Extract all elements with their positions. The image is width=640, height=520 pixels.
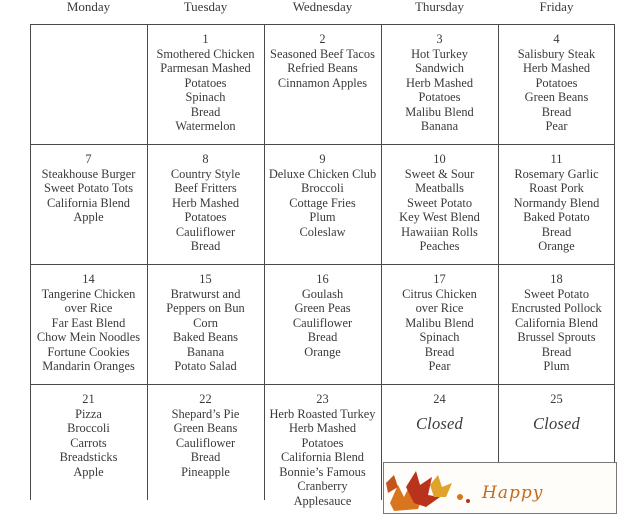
menu-item: Bonnie’s Famous xyxy=(279,464,366,479)
menu-item: Apple xyxy=(73,464,104,479)
menu-item: Cottage Fries xyxy=(289,195,356,210)
menu-cell xyxy=(147,144,264,264)
menu-item: Steakhouse Burger xyxy=(41,166,136,181)
menu-item: Breadsticks xyxy=(59,450,118,464)
menu-item: California Blend xyxy=(281,450,364,464)
menu-item: Applesauce xyxy=(293,493,352,508)
day-header-tuesday: Tuesday xyxy=(183,0,228,14)
menu-item: Baked Beans xyxy=(172,330,239,344)
menu-item: Bread xyxy=(541,344,572,359)
menu-item: Sweet Potato xyxy=(523,286,590,301)
menu-item: Bread xyxy=(307,330,338,344)
menu-item: Green Peas xyxy=(294,301,351,315)
menu-item: Normandy Blend xyxy=(513,195,600,210)
menu-item: Coleslaw xyxy=(299,224,346,239)
menu-item: Spinach xyxy=(185,90,226,104)
menu-item: California Blend xyxy=(47,195,130,210)
menu-cell xyxy=(264,264,381,384)
day-number: 4 xyxy=(553,32,560,46)
day-number: 15 xyxy=(199,272,212,286)
day-number: 21 xyxy=(82,392,95,406)
menu-item: Green Beans xyxy=(524,90,589,104)
day-number: 2 xyxy=(319,32,326,46)
menu-item: Orange xyxy=(538,239,575,253)
day-header-wednesday: Wednesday xyxy=(292,0,353,14)
day-number: 24 xyxy=(433,392,446,406)
day-number: 3 xyxy=(436,32,443,46)
menu-item: Hot Turkey xyxy=(411,46,468,61)
holiday-card xyxy=(383,462,617,514)
menu-item: Sweet & Sour xyxy=(404,166,475,181)
menu-item: Potatoes xyxy=(301,435,344,450)
menu-cell xyxy=(30,24,147,144)
holiday-card-text: Happy xyxy=(482,483,544,503)
menu-item: Peaches xyxy=(419,239,460,253)
menu-item: Sandwich xyxy=(415,61,464,75)
menu-item: Peppers on Bun xyxy=(166,301,245,315)
day-number: 10 xyxy=(433,152,446,166)
menu-item: Potato Salad xyxy=(174,359,237,373)
day-header-friday: Friday xyxy=(539,0,574,14)
menu-item: Spinach xyxy=(419,330,460,344)
menu-item: Potatoes xyxy=(184,75,227,90)
day-header-monday: Monday xyxy=(66,0,111,14)
menu-item: Parmesan Mashed xyxy=(160,61,251,75)
menu-item: Cranberry xyxy=(297,479,348,493)
menu-item: Deluxe Chicken Club xyxy=(268,166,377,181)
menu-item: Far East Blend xyxy=(51,315,126,330)
day-number: 22 xyxy=(199,392,212,406)
menu-item: Pear xyxy=(428,359,451,373)
menu-item: Citrus Chicken xyxy=(402,286,477,301)
menu-item: Hawaiian Rolls xyxy=(401,224,478,239)
menu-item: Bread xyxy=(541,104,572,119)
menu-item: Beef Fritters xyxy=(174,181,237,195)
menu-cell xyxy=(147,264,264,384)
menu-item: Banana xyxy=(420,119,459,133)
menu-item: Rosemary Garlic xyxy=(514,166,599,181)
menu-item: Seasoned Beef Tacos xyxy=(270,46,375,61)
menu-item: Cinnamon Apples xyxy=(277,75,368,90)
menu-cell xyxy=(147,24,264,144)
menu-item: Carrots xyxy=(70,435,107,450)
menu-item: Herb Roasted Turkey xyxy=(269,406,376,421)
menu-item: Herb Mashed xyxy=(288,421,357,435)
menu-item: Apple xyxy=(73,210,104,224)
menu-item: Bread xyxy=(190,104,221,119)
menu-item: Plum xyxy=(543,359,570,373)
menu-item: Encrusted Pollock xyxy=(511,301,602,315)
closed-note: Closed xyxy=(532,413,581,433)
day-number: 11 xyxy=(550,152,563,166)
menu-cell xyxy=(498,144,615,264)
menu-item: Sweet Potato Tots xyxy=(43,181,134,195)
menu-item: Key West Blend xyxy=(399,210,480,224)
menu-item: Mandarin Oranges xyxy=(42,359,135,373)
menu-item: Orange xyxy=(304,344,341,359)
menu-cell xyxy=(381,144,498,264)
menu-item: Potatoes xyxy=(535,75,578,90)
menu-item: Sweet Potato xyxy=(406,195,473,210)
menu-item: Tangerine Chicken xyxy=(41,286,136,301)
menu-item: Salisbury Steak xyxy=(517,46,596,61)
day-number: 7 xyxy=(85,152,92,166)
menu-item: Broccoli xyxy=(67,421,110,435)
menu-item: Herb Mashed xyxy=(171,195,240,210)
menu-item: Country Style xyxy=(170,166,241,181)
day-number: 25 xyxy=(550,392,563,406)
menu-item: Goulash xyxy=(301,286,344,301)
menu-cell xyxy=(264,24,381,144)
menu-cell xyxy=(30,264,147,384)
menu-item: Meatballs xyxy=(415,181,464,195)
menu-item: Bread xyxy=(541,224,572,239)
menu-item: Pineapple xyxy=(181,464,230,479)
menu-item: Corn xyxy=(193,315,218,330)
menu-item: Shepard’s Pie xyxy=(171,406,240,421)
menu-item: Pear xyxy=(545,119,568,133)
menu-item: Cauliflower xyxy=(292,315,353,330)
menu-item: Bread xyxy=(190,450,221,464)
menu-item: Roast Pork xyxy=(529,181,584,195)
menu-item: Cauliflower xyxy=(175,435,236,450)
menu-item: Malibu Blend xyxy=(405,315,474,330)
day-number: 8 xyxy=(202,152,209,166)
menu-cell xyxy=(381,24,498,144)
day-number: 18 xyxy=(550,272,563,286)
menu-item: Brussel Sprouts xyxy=(517,330,596,344)
menu-item: Potatoes xyxy=(184,210,227,224)
day-number: 9 xyxy=(319,152,326,166)
menu-item: Bread xyxy=(424,344,455,359)
day-number: 16 xyxy=(316,272,329,286)
menu-item: Herb Mashed xyxy=(522,61,591,75)
lunch-menu-calendar xyxy=(30,0,617,508)
menu-cell xyxy=(498,264,615,384)
menu-item: Herb Mashed xyxy=(405,75,474,90)
day-number: 23 xyxy=(316,392,329,406)
menu-item: Broccoli xyxy=(301,181,344,195)
menu-item: Chow Mein Noodles xyxy=(36,330,141,344)
menu-item: Fortune Cookies xyxy=(47,344,130,359)
menu-item: Pizza xyxy=(75,406,102,421)
menu-item: Green Beans xyxy=(173,421,238,435)
menu-item: Malibu Blend xyxy=(405,104,474,119)
menu-item: over Rice xyxy=(415,301,464,315)
day-number: 17 xyxy=(433,272,446,286)
menu-item: Banana xyxy=(186,344,225,359)
menu-item: Refried Beans xyxy=(287,61,358,75)
menu-item: Watermelon xyxy=(175,119,236,133)
day-number: 1 xyxy=(202,32,209,46)
menu-item: Smothered Chicken xyxy=(156,46,255,61)
menu-item: Plum xyxy=(309,210,336,224)
menu-item: Bread xyxy=(190,239,221,253)
menu-item: over Rice xyxy=(64,301,113,315)
closed-note: Closed xyxy=(415,413,464,433)
menu-cell xyxy=(264,144,381,264)
menu-cell xyxy=(30,144,147,264)
menu-item: Baked Potato xyxy=(523,210,590,224)
menu-item: Potatoes xyxy=(418,90,461,104)
menu-cell xyxy=(498,24,615,144)
menu-item: Cauliflower xyxy=(175,224,236,239)
menu-cell xyxy=(381,264,498,384)
day-header-thursday: Thursday xyxy=(414,0,465,14)
menu-item: Bratwurst and xyxy=(170,286,241,301)
menu-item: California Blend xyxy=(515,315,598,330)
day-number: 14 xyxy=(82,272,95,286)
